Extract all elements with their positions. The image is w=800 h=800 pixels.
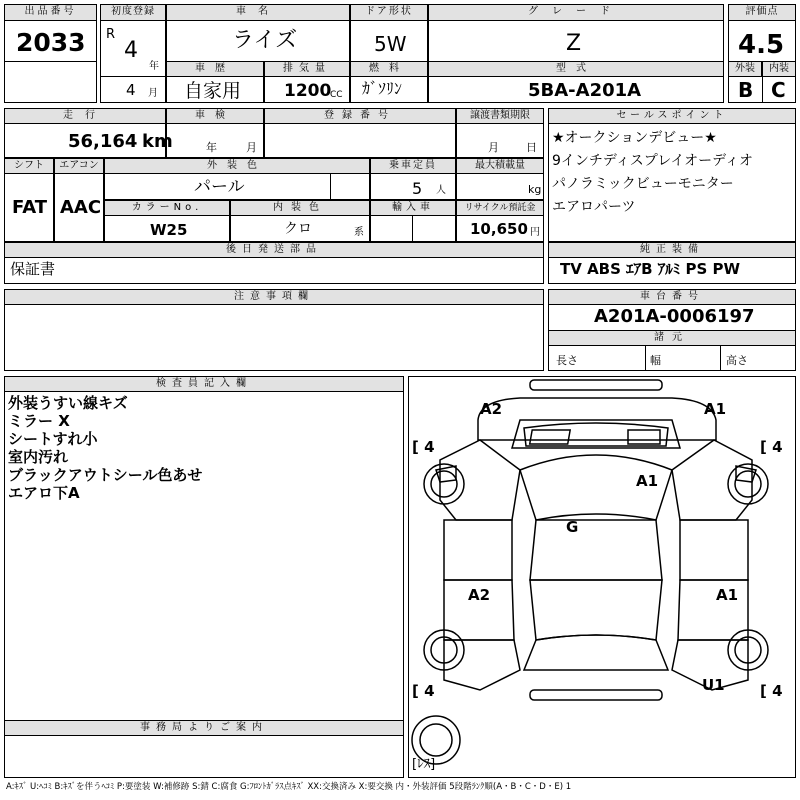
tire-depth: [ 4: [760, 682, 783, 700]
score-label: 評価点: [728, 4, 796, 21]
inspector-line: 外装うすい線キズ: [8, 394, 128, 412]
later-parts-value: 保証書: [10, 260, 56, 278]
inspector-line: ミラー X: [8, 412, 70, 430]
reg-month: 4: [126, 81, 136, 99]
reg-divider: [100, 76, 166, 77]
cc-unit: CC: [330, 90, 343, 100]
interior-suffix: 系: [354, 227, 364, 238]
later-parts-label: 後日発送部品: [4, 242, 544, 258]
color-label: 外装色: [104, 158, 370, 174]
equipment-value: TV ABS ｴｱB ｱﾙﾐ PS PW: [560, 260, 741, 278]
dims-divider-1: [645, 346, 646, 371]
shift-label: シフト: [4, 158, 54, 174]
grade: Z: [566, 31, 582, 56]
lot-spacer: [4, 61, 97, 103]
sales-point-item: 9インチディスプレイオーディオ: [552, 153, 753, 169]
transfer-day-unit: 日: [526, 141, 537, 154]
tire-depth: [ 4: [760, 438, 783, 456]
year-unit: 年: [149, 61, 159, 72]
model: 5BA-A201A: [528, 80, 642, 101]
door-type: 5W: [374, 32, 407, 56]
score-divider: [762, 61, 763, 103]
first-reg-label: 初度登録: [100, 4, 166, 21]
mileage: 56,164: [68, 131, 138, 152]
reg-year: 4: [124, 38, 138, 63]
dims-divider-2: [720, 346, 721, 371]
int-label: 内装: [762, 61, 796, 77]
score: 4.5: [738, 30, 785, 60]
cc-label: 排気量: [264, 61, 350, 77]
era: R: [106, 27, 116, 42]
door-label: ドア形状: [350, 4, 428, 21]
recycle: 10,650: [470, 220, 528, 238]
inspection-label: 車検: [166, 108, 264, 124]
damage-mark: A2: [480, 400, 503, 418]
inspector-line: シートすれ小: [8, 430, 98, 448]
transfer-label: 譲渡書類期限: [456, 108, 544, 124]
sales-point-item: エアロパーツ: [552, 199, 636, 215]
damage-mark: A1: [704, 400, 727, 418]
damage-mark: A1: [636, 472, 659, 490]
color-no: W25: [150, 221, 188, 239]
car-name: ライズ: [232, 28, 298, 53]
car-name-label: 車名: [166, 4, 350, 21]
damage-mark: A1: [716, 586, 739, 604]
sales-point-item: ★オークションデビュー★: [552, 130, 717, 146]
damage-mark: G: [566, 518, 579, 536]
notes-label: 注意事項欄: [4, 289, 544, 305]
dims-width: 幅: [650, 354, 661, 367]
inspector-label: 検査員記入欄: [4, 376, 404, 392]
fuel: ｶﾞｿﾘﾝ: [362, 79, 403, 98]
tire-depth: [ 4: [412, 438, 435, 456]
inspector-line: ブラックアウトシール色あせ: [8, 466, 203, 484]
chassis-number: A201A-0006197: [594, 306, 755, 327]
ext-label: 外装: [728, 61, 762, 77]
seats-unit: 人: [436, 185, 446, 196]
ac: AAC: [60, 197, 102, 218]
lot-number: 2033: [16, 28, 86, 57]
import-label: 輸入車: [370, 200, 456, 216]
model-label: 型式: [428, 61, 724, 77]
int-score: C: [771, 78, 786, 102]
damage-mark: U1: [702, 676, 725, 694]
shift: FAT: [12, 197, 48, 218]
chassis-label: 車台番号: [548, 289, 796, 305]
interior-label: 内装色: [230, 200, 370, 216]
color-no-label: カラーNo.: [104, 200, 230, 216]
legend: A:ｷｽﾞ U:ﾍｺﾐ B:ｷｽﾞを伴うﾍｺﾐ P:要塗装 W:補修跡 S:錆 C:腐食 G:ﾌﾛﾝﾄｶﾞﾗｽ点ｷｽﾞ XX:交換済み X:要交換 内・外装評価 5段階ﾗﾝｸ順(A・B・C・D・E) 1: [6, 782, 572, 792]
ac-label: エアコン: [54, 158, 104, 174]
sales-points-box: [548, 108, 796, 242]
load-unit: kg: [528, 183, 542, 196]
dims-height: 高さ: [726, 354, 748, 367]
inspector-line: 室内汚れ: [8, 448, 69, 466]
lot-label: 出品番号: [4, 4, 97, 21]
sales-point-item: パノラミックビューモニター: [552, 176, 734, 192]
insp-month-unit: 月: [246, 141, 257, 154]
cc: 1200: [284, 81, 332, 101]
month-unit: 月: [148, 88, 158, 99]
history-label: 車歴: [166, 61, 264, 77]
import-divider: [412, 216, 413, 242]
recycle-unit: 円: [530, 227, 540, 238]
dims-length: 長さ: [556, 354, 578, 367]
color-divider: [330, 174, 331, 200]
mileage-label: 走行: [4, 108, 166, 124]
load-label: 最大積載量: [456, 158, 544, 174]
damage-mark: A2: [468, 586, 491, 604]
transfer-month-unit: 月: [488, 141, 499, 154]
ext-score: B: [738, 78, 754, 102]
history: 自家用: [184, 80, 242, 102]
dims-label: 諸元: [548, 330, 796, 346]
inspector-line: エアロ下A: [8, 484, 80, 502]
spare-tire-label: [ﾚｽ]: [412, 757, 436, 772]
tire-depth: [ 4: [412, 682, 435, 700]
equipment-label: 純正装備: [548, 242, 796, 258]
recycle-label: リサイクル預託金: [456, 200, 544, 216]
grade-label: グレード: [428, 4, 724, 21]
color: パール: [194, 177, 245, 197]
office-label: 事務局よりご案内: [4, 720, 404, 736]
plate-label: 登録番号: [264, 108, 456, 124]
sales-points-label: セールスポイント: [548, 108, 796, 124]
car-diagram-box: [408, 376, 796, 778]
fuel-label: 燃料: [350, 61, 428, 77]
mileage-unit: km: [142, 131, 173, 152]
seats-label: 乗車定員: [370, 158, 456, 174]
seats: 5: [412, 179, 423, 198]
interior: クロ: [284, 221, 312, 237]
insp-year-unit: 年: [206, 141, 217, 154]
